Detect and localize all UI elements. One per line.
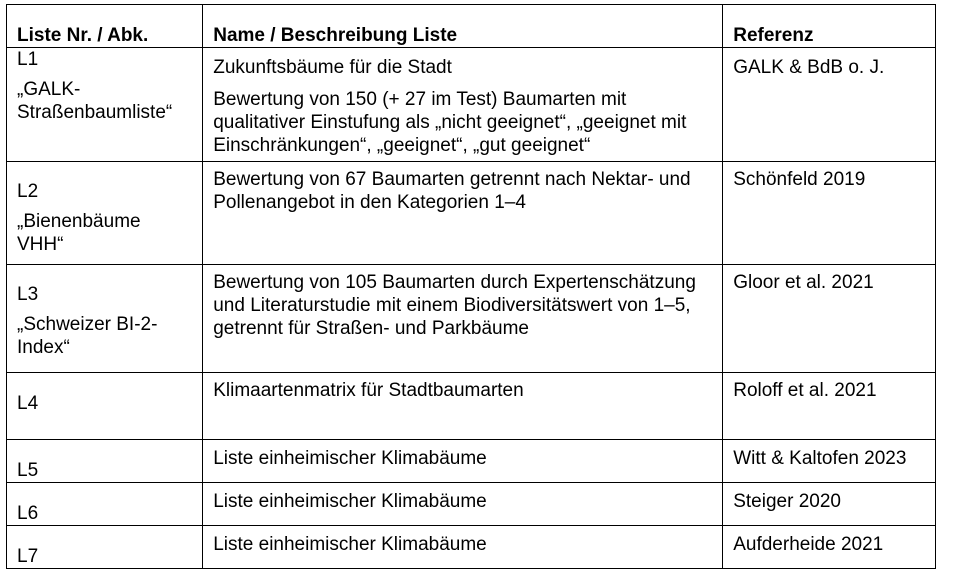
- reference-cell: [723, 265, 936, 373]
- table-row: [7, 48, 936, 162]
- list-number: L6: [17, 503, 39, 524]
- list-id-cell: [7, 265, 203, 373]
- list-id-cell: [7, 48, 203, 162]
- list-id-cell: [7, 526, 203, 569]
- list-number: L5: [17, 460, 39, 481]
- reference-cell: [723, 440, 936, 483]
- list-abbreviation: „GALK-Straßenbaumliste“: [17, 79, 173, 123]
- list-id-cell: [7, 440, 203, 483]
- list-reference: Gloor et al. 2021: [733, 272, 874, 293]
- table-row: [7, 440, 936, 483]
- list-reference: Aufderheide 2021: [733, 534, 884, 555]
- reference-cell: [723, 48, 936, 162]
- reference-cell: [723, 162, 936, 265]
- tree-lists-table: [6, 4, 936, 569]
- table-row: [7, 483, 936, 526]
- description-cell: [203, 265, 723, 373]
- header-name-description: Name / Beschreibung Liste: [203, 5, 723, 48]
- list-id-cell: [7, 483, 203, 526]
- list-abbreviation: „Bienenbäume VHH“: [17, 211, 141, 255]
- list-number: L1: [17, 49, 39, 70]
- list-number: L3: [17, 284, 39, 305]
- list-id-cell: [7, 162, 203, 265]
- list-reference: Witt & Kaltofen 2023: [733, 448, 907, 469]
- table-header-row: [7, 5, 936, 48]
- table-row: [7, 373, 936, 440]
- description-cell: [203, 440, 723, 483]
- list-name: Zukunftsbäume für die Stadt: [213, 57, 452, 78]
- description-cell: [203, 526, 723, 569]
- list-description: Liste einheimischer Klimabäume: [213, 448, 487, 469]
- list-id-cell: [7, 373, 203, 440]
- description-cell: [203, 48, 723, 162]
- list-number: L2: [17, 181, 39, 202]
- table-row: [7, 162, 936, 265]
- list-number: L4: [17, 393, 39, 414]
- list-reference: Schönfeld 2019: [733, 169, 866, 190]
- list-number: L7: [17, 546, 39, 567]
- list-reference: Roloff et al. 2021: [733, 380, 877, 401]
- header-reference: Referenz: [723, 5, 936, 48]
- reference-cell: [723, 483, 936, 526]
- header-list-number: Liste Nr. / Abk.: [7, 5, 203, 48]
- list-description: Bewertung von 150 (+ 27 im Test) Baumarten mit qualitativer Einstufung als „nicht geeignet“, „geeignet mit Einschränkungen“, „geeignet“, „gut geeignet“: [213, 89, 687, 156]
- list-abbreviation: „Schweizer BI-2-Index“: [17, 314, 158, 358]
- reference-cell: [723, 526, 936, 569]
- description-cell: [203, 162, 723, 265]
- list-reference: GALK & BdB o. J.: [733, 57, 885, 78]
- list-description: Liste einheimischer Klimabäume: [213, 534, 487, 555]
- list-description: Bewertung von 67 Baumarten getrennt nach Nektar- und Pollenangebot in den Kategorien 1–4: [213, 169, 691, 213]
- list-description: Klimaartenmatrix für Stadtbaumarten: [213, 380, 524, 401]
- list-description: Bewertung von 105 Baumarten durch Expertenschätzung und Literaturstudie mit einem Biodiversitätswert von 1–5, getrennt für Straßen- und Parkbäume: [213, 272, 696, 339]
- list-description: Liste einheimischer Klimabäume: [213, 491, 487, 512]
- table-row: [7, 265, 936, 373]
- description-cell: [203, 483, 723, 526]
- reference-cell: [723, 373, 936, 440]
- description-cell: [203, 373, 723, 440]
- table-row: [7, 526, 936, 569]
- list-reference: Steiger 2020: [733, 491, 841, 512]
